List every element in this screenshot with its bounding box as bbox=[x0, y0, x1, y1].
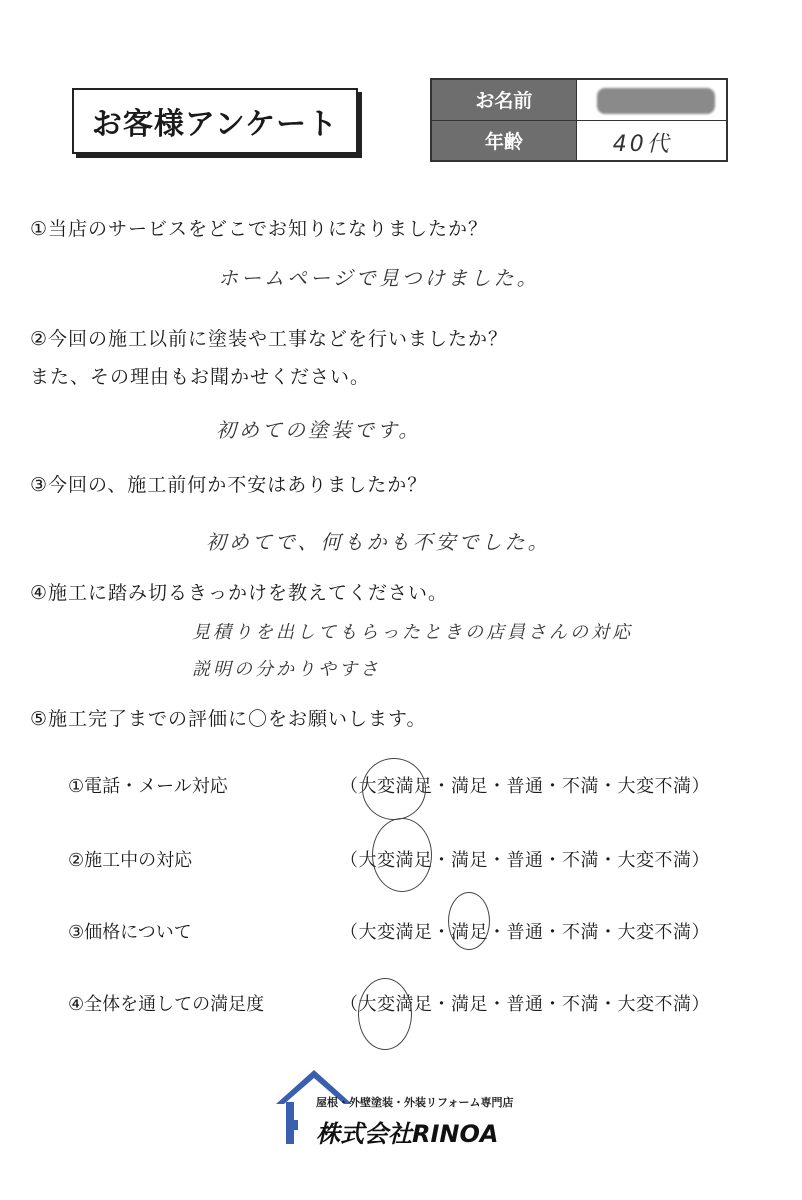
rating-label-1: ①電話・メール対応 bbox=[68, 776, 228, 797]
rating-options-3: （大変満足・満足・普通・不満・大変不満） bbox=[340, 922, 710, 943]
age-value: 40代 bbox=[612, 131, 672, 157]
rating-options-4: （大変満足・満足・普通・不満・大変不満） bbox=[340, 994, 710, 1015]
age-label: 年齢 bbox=[431, 120, 576, 161]
company-logo bbox=[276, 1068, 536, 1168]
question-4: ④施工に踏み切るきっかけを教えてください。 bbox=[30, 582, 449, 604]
selected-circle-3 bbox=[448, 892, 490, 950]
question-1: ①当店のサービスをどこでお知りになりましたか？ bbox=[30, 218, 489, 240]
selected-circle-1 bbox=[362, 758, 426, 820]
selected-circle-4 bbox=[358, 978, 412, 1050]
question-2-sub: また、その理由もお聞かせください。 bbox=[30, 366, 371, 388]
rating-label-3: ③価格について bbox=[68, 922, 192, 943]
rating-label-4: ④全体を通しての満足度 bbox=[68, 994, 265, 1015]
answer-4-line-2: 説明の分かりやすさ bbox=[192, 659, 381, 680]
question-2: ②今回の施工以前に塗装や工事などを行いましたか？ bbox=[30, 328, 509, 350]
company-name: 株式会社RINOA bbox=[316, 1120, 499, 1148]
rating-options-2: （大変満足・満足・普通・不満・大変不満） bbox=[340, 850, 710, 871]
rating-options-1: （大変満足・満足・普通・不満・大変不満） bbox=[340, 776, 710, 797]
name-label: お名前 bbox=[431, 79, 576, 120]
redacted-name bbox=[597, 88, 715, 114]
survey-title: お客様アンケート bbox=[72, 88, 358, 154]
answer-3: 初めてで、何もかも不安でした。 bbox=[206, 530, 551, 554]
question-5: ⑤施工完了までの評価に〇をお願いします。 bbox=[30, 708, 427, 730]
name-field bbox=[576, 79, 727, 120]
selected-circle-2 bbox=[372, 818, 432, 892]
answer-4-line-1: 見積りを出してもらったときの店員さんの対応 bbox=[192, 622, 633, 643]
answer-2: 初めての塗装です。 bbox=[216, 418, 422, 442]
company-tagline: 屋根・外壁塗装・外装リフォーム専門店 bbox=[316, 1096, 514, 1109]
answer-1: ホームページで見つけました。 bbox=[218, 266, 540, 290]
age-field bbox=[576, 120, 727, 161]
customer-info-table bbox=[430, 78, 728, 162]
question-3: ③今回の、施工前何か不安はありましたか？ bbox=[30, 474, 428, 496]
rating-label-2: ②施工中の対応 bbox=[68, 850, 193, 871]
